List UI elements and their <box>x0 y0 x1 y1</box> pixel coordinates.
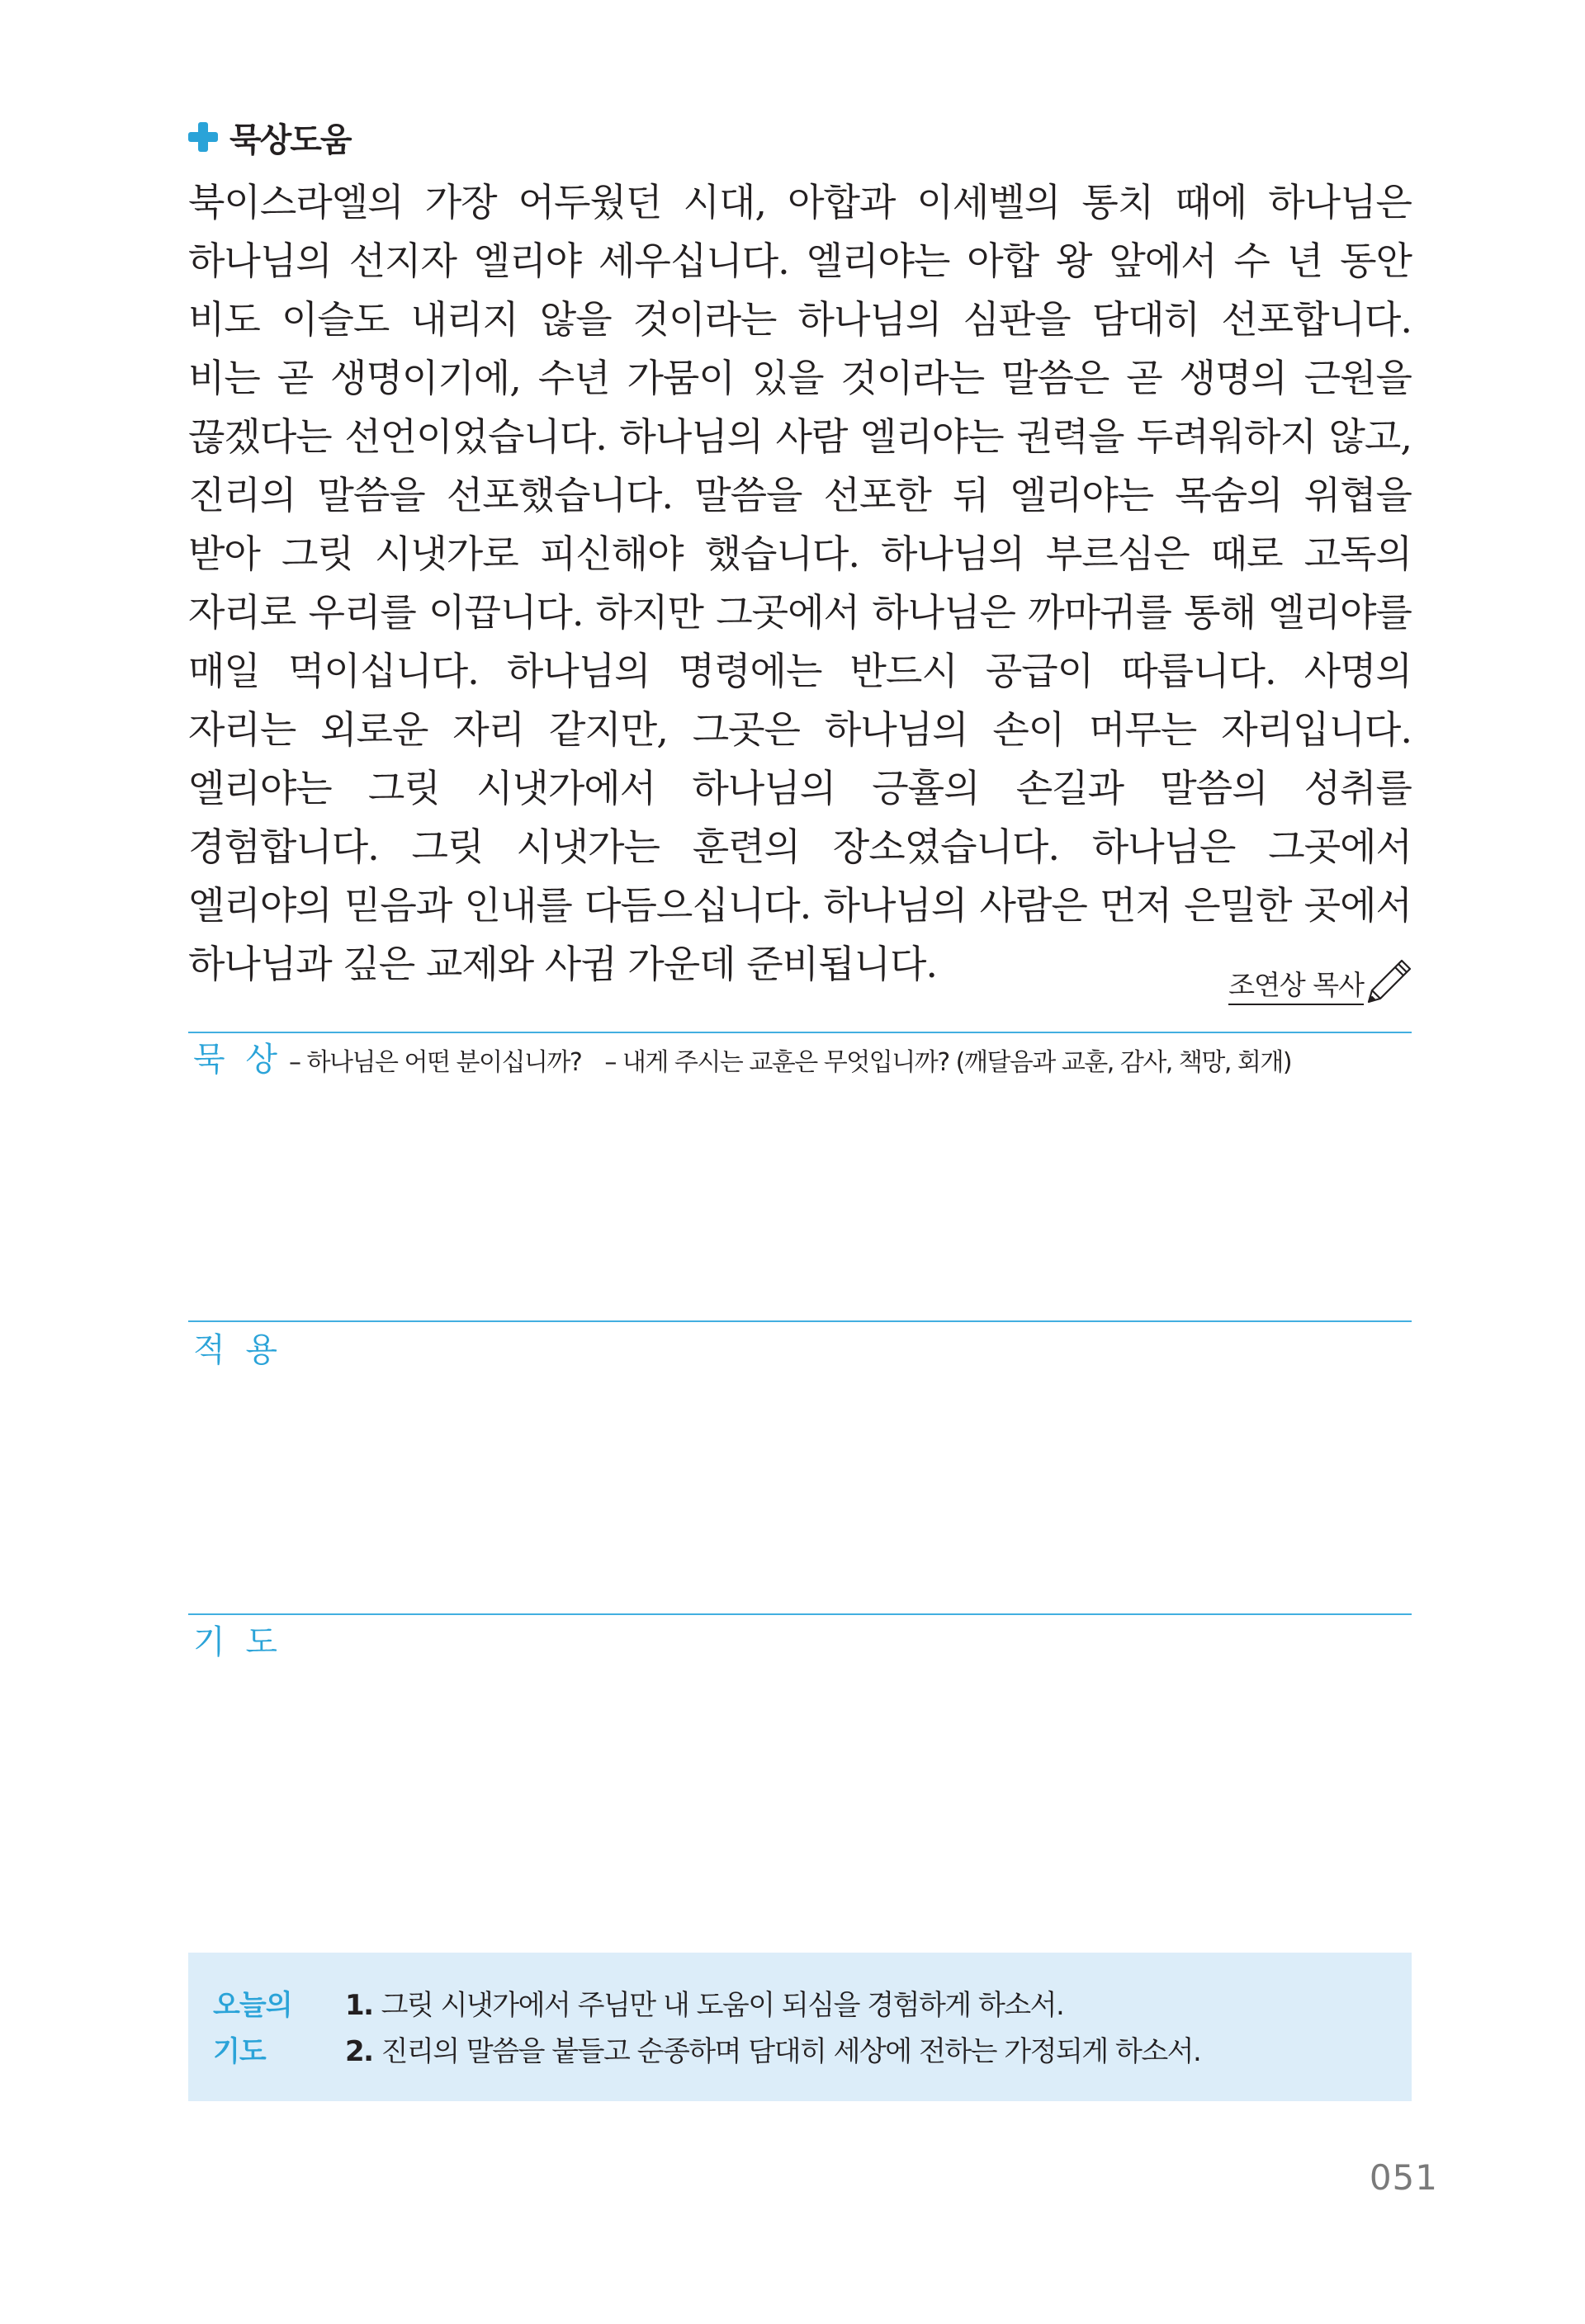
plus-icon <box>188 122 218 152</box>
meditation-label: 묵 상 <box>193 1041 282 1079</box>
pencil-icon <box>1360 954 1412 1005</box>
application-label: 적 용 <box>193 1331 282 1369</box>
author-name: 조연상 목사 <box>1228 969 1364 1005</box>
prayer-item-text: 진리의 말씀을 붙들고 순종하며 담대히 세상에 전하는 가정되게 하소서. <box>381 2035 1201 2068</box>
prayer-item-number: 2. <box>345 2035 373 2068</box>
meditation-prompt-2: – 내게 주시는 교훈은 무엇입니까? (깨달음과 교훈, 감사, 책망, 회개) <box>604 1048 1292 1077</box>
page-number: 051 <box>1369 2157 1438 2198</box>
todays-prayer-items <box>345 1982 1200 2075</box>
meditation-paragraph: 북이스라엘의 가장 어두웠던 시대, 아합과 이세벨의 통치 때에 하나님은 하나님의 선지자 엘리야 세우십니다. 엘리야는 아합 왕 앞에서 수 년 동안 비도 이슬도 내리지 않을 것이라는 하나님의 심판을 담대히 선포합니다. 비는 곧 생명이기에, 수년 가뭄이 있을 것이라는 말씀은 곧 생명의 근원을 끊겠다는 선언이었습니다. 하나님의 사람 엘리야는 권력을 두려워하지 않고, 진리의 말씀을 선포했습니다. 말씀을 선포한 뒤 엘리야는 목숨의 위협을 받아 그릿 시냇가로 피신해야 했습니다. 하나님의 부르심은 때로 고독의 자리로 우리를 이끕니다. 하지만 그곳에서 하나님은 까마귀를 통해 엘리야를 매일 먹이십니다. 하나님의 명령에는 반드시 공급이 따릅니다. 사명의 자리는 외로운 자리 같지만, 그곳은 하나님의 손이 머무는 자리입니다. 엘리야는 그릿 시냇가에서 하나님의 긍휼의 손길과 말씀의 성취를 경험합니다. 그릿 시냇가는 훈련의 장소였습니다. 하나님은 그곳에서 엘리야의 믿음과 인내를 다듬으십니다. 하나님의 사람은 먼저 은밀한 곳에서 하나님과 깊은 교제와 사귐 가운데 준비됩니다. <box>188 180 1412 986</box>
todays-prayer-box <box>188 1953 1412 2101</box>
meditation-prompts <box>289 1042 1291 1078</box>
todays-prayer-label: 오늘의 기도 <box>213 1989 292 2068</box>
application-divider <box>188 1320 1412 1322</box>
prayer-item-number: 1. <box>345 1989 373 2022</box>
section-heading <box>188 112 351 162</box>
prayer-label: 기 도 <box>193 1623 282 1661</box>
meditation-prompt-1: – 하나님은 어떤 분이십니까? <box>289 1048 582 1077</box>
meditation-divider <box>188 1032 1412 1033</box>
prayer-item <box>345 2029 1200 2075</box>
author-signature <box>1228 956 1412 1005</box>
heading-title: 묵상도움 <box>229 120 351 159</box>
prayer-item <box>345 1982 1200 2029</box>
prayer-item-text: 그릿 시냇가에서 주님만 내 도움이 되심을 경험하게 하소서. <box>381 1989 1064 2022</box>
prayer-divider <box>188 1613 1412 1615</box>
